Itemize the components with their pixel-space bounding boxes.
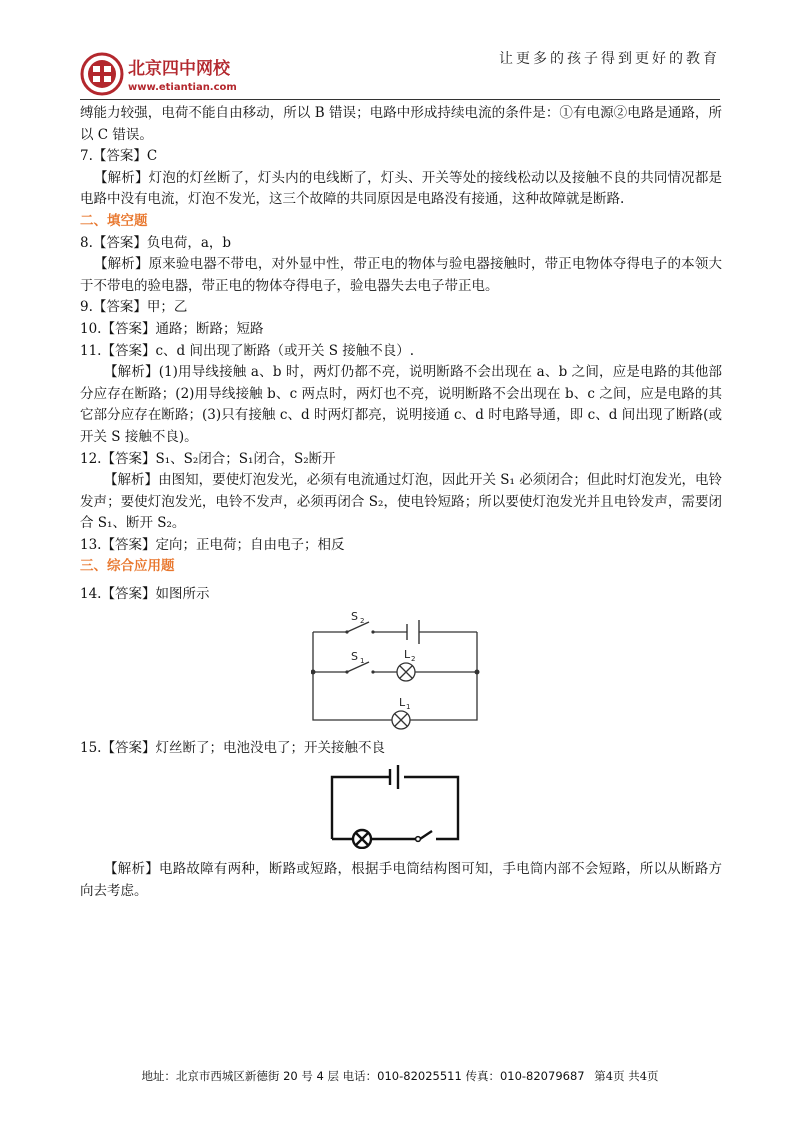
label-l2: L	[404, 647, 411, 661]
answer-11: 11.【答案】c、d 间出现了断路（或开关 S 接触不良）.	[80, 342, 415, 359]
header-slogan: 让更多的孩子得到更好的教育	[499, 51, 720, 67]
label-s1-sub: 1	[360, 656, 365, 665]
label-s2-sub: 2	[360, 616, 365, 625]
page-number: 第4页 共4页	[594, 1069, 659, 1083]
answer-7: 7.【答案】C	[80, 148, 158, 165]
page-footer	[0, 1068, 800, 1084]
analysis-11: 【解析】(1)用导线接触 a、b 时，两灯仍都不亮，说明断路不会出现在 a、b 之间，应是电路的其他部分应存在断路；(2)用导线接触 b、c 两点时，两灯也不亮，说明断路不会出现在 b、c 之间，应是电路的其它部分应存在断路；(3)只有接触 c、d 时两灯都亮，说明接通 c、d 时电路导通，即 c、d 间出现了断路(或开关 S 接触不良)。	[80, 364, 722, 445]
footer-address: 地址：北京市西城区新德街 20 号 4 层 电话：010-82025511 传真：010-82079687	[141, 1069, 585, 1083]
answer-12: 12.【答案】S₁、S₂闭合；S₁闭合，S₂断开	[80, 450, 336, 467]
logo	[80, 50, 340, 100]
label-l1-sub: 1	[406, 702, 411, 711]
label-l2-sub: 2	[411, 654, 416, 663]
answer-10: 10.【答案】通路；断路；短路	[80, 320, 264, 337]
label-s1: S	[351, 649, 358, 663]
analysis-7: 【解析】灯泡的灯丝断了，灯头内的电线断了，灯头、开关等处的接线松动以及接触不良的共同情况都是电路中没有电流，灯泡不发光，这三个故障的共同原因是电路没有接通，这种故障就是断路.	[80, 169, 722, 208]
logo-url: www.etiantian.com	[128, 82, 237, 93]
header-divider	[80, 99, 720, 100]
answer-9: 9.【答案】甲；乙	[80, 299, 188, 316]
page-header	[80, 40, 720, 100]
answer-13: 13.【答案】定向；正电荷；自由电子；相反	[80, 536, 345, 553]
answer-15: 15.【答案】灯丝断了；电池没电了；开关接触不良	[80, 739, 385, 756]
section-heading-fill-blank: 二、填空题	[80, 212, 148, 229]
label-s2: S	[351, 609, 358, 623]
section-heading-application: 三、综合应用题	[80, 558, 175, 575]
label-l1: L	[399, 695, 406, 709]
analysis-8: 【解析】原来验电器不带电，对外显中性，带正电的物体与验电器接触时，带正电物体夺得电子的本领大于不带电的验电器，带正电的物体夺得电子，验电器失去电子带正电。	[80, 256, 722, 294]
paragraph: 缚能力较强，电荷不能自由移动，所以 B 错误；电路中形成持续电流的条件是：①有电源②电路是通路，所以 C 错误。	[80, 105, 722, 143]
circuit-diagram-14	[311, 608, 491, 730]
document-body	[80, 103, 722, 902]
analysis-15: 【解析】电路故障有两种，断路或短路，根据手电筒结构图可知，手电筒内部不会短路，所以从断路方向去考虑。	[80, 861, 722, 899]
answer-8: 8.【答案】负电荷，a，b	[80, 234, 232, 251]
circuit-diagram-15	[328, 763, 464, 849]
analysis-12: 【解析】由图知，要使灯泡发光，必须有电流通过灯泡，因此开关 S₁ 必须闭合；但此时灯泡发光，电铃发声；要使灯泡发光，电铃不发声，必须再闭合 S₂，使电铃短路；所以要使灯泡发光并且电铃发声，需要闭合 S₁、断开 S₂。	[80, 472, 722, 532]
answer-14: 14.【答案】如图所示	[80, 586, 210, 603]
logo-text: 北京四中网校	[128, 59, 230, 79]
